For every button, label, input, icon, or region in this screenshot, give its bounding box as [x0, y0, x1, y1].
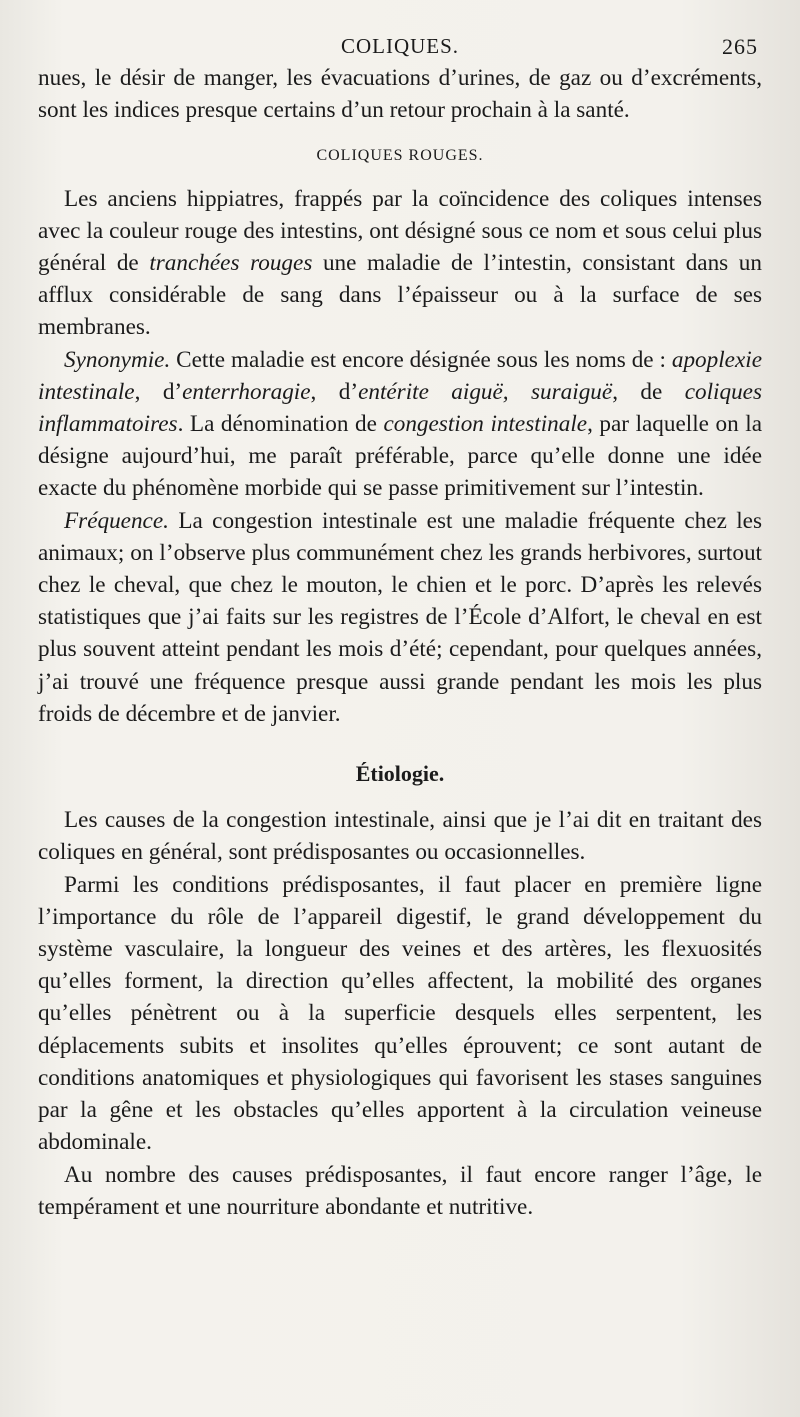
italic-term: entérite aiguë, suraiguë — [358, 378, 613, 405]
italic-term: coliques inflammatoires — [38, 378, 762, 438]
body-text — [38, 62, 762, 1223]
paragraph-conditions: Parmi les conditions prédisposantes, il faut placer en première ligne l’importance du rôle de l’appareil digestif, le grand développement du système vasculaire, la longueur des veines et des artères, les flexuosités qu’elles forment, la direction qu’elles affectent, la mobilité des organes qu’elles pénètrent ou à la superficie desquels elles serpentent, les déplacements subits et insolites qu’elles éprouvent; ce sont autant de conditions anatomiques et physiologiques qui favorisent les stases sanguines par la gêne et les obstacles qu’elles apportent à la circulation veineuse abdominale. — [38, 871, 762, 1156]
text-run: , d’ — [134, 378, 183, 405]
paragraph-lead: Synonymie. — [64, 346, 171, 373]
italic-term: enterrhoragie — [182, 378, 311, 405]
text-run: Cette maladie est encore désignée sous les noms de : — [170, 346, 672, 373]
text-run: . La dénomination de — [177, 411, 384, 438]
text-run: Les anciens hippiatres, frappés par la coïncidence des coliques intenses avec la couleur rouge des intestins, ont désigné sous ce nom et sous celui plus général de — [38, 185, 762, 277]
running-title: COLIQUES. — [340, 34, 460, 58]
paragraph-definition — [38, 183, 762, 344]
major-heading: Étiologie. — [355, 761, 445, 787]
text-run: une maladie de l’intestin, consistant dans un afflux considérable de sang dans l’épaisseur ou à la surface de ses membranes. — [38, 250, 762, 341]
text-run: , d’ — [310, 378, 359, 405]
paragraph-lead: Fréquence. — [64, 507, 169, 534]
italic-term: congestion intestinale — [383, 411, 588, 438]
paragraph-synonymie — [38, 344, 762, 505]
italic-term: tranchées rouges — [149, 250, 313, 277]
text-run: , par laquelle on la désigne aujourd’hui, me paraît préférable, parce qu’elle donne une idée exacte du phénomène morbide qui se passe primitivement sur l’intestin. — [38, 411, 762, 502]
running-header — [38, 28, 762, 62]
paragraph-frequence — [38, 505, 762, 730]
page-number: 265 — [722, 34, 758, 59]
paragraph-age: Au nombre des causes prédisposantes, il faut encore ranger l’âge, le tempérament et une nourriture abondante et nutritive. — [38, 1161, 762, 1220]
paragraph-causes: Les causes de la congestion intestinale, ainsi que je l’ai dit en traitant des coliques en général, sont prédisposantes ou occasionnelles. — [38, 807, 762, 866]
text-run: La congestion intestinale est une maladie fréquente chez les animaux; on l’observe plus communément chez les grands herbivores, surtout chez le cheval, que chez le mouton, le chien et le porc. D’après les relevés statistiques que j’ai faits sur les registres de l’École d’Alfort, le cheval en est plus souvent atteint pendant les mois d’été; cependant, pour quelques années, j’ai trouvé une fréquence presque aussi grande pendant les mois les plus froids de décembre et de janvier. — [38, 507, 762, 727]
text-run: , de — [612, 378, 685, 405]
section-title: COLIQUES ROUGES. — [316, 147, 484, 165]
italic-term: apoplexie intestinale — [38, 346, 762, 405]
paragraph-continuation: nues, le désir de manger, les évacuations d’urines, de gaz ou d’excréments, sont les indices presque certains d’un retour prochain à la santé. — [38, 65, 762, 124]
